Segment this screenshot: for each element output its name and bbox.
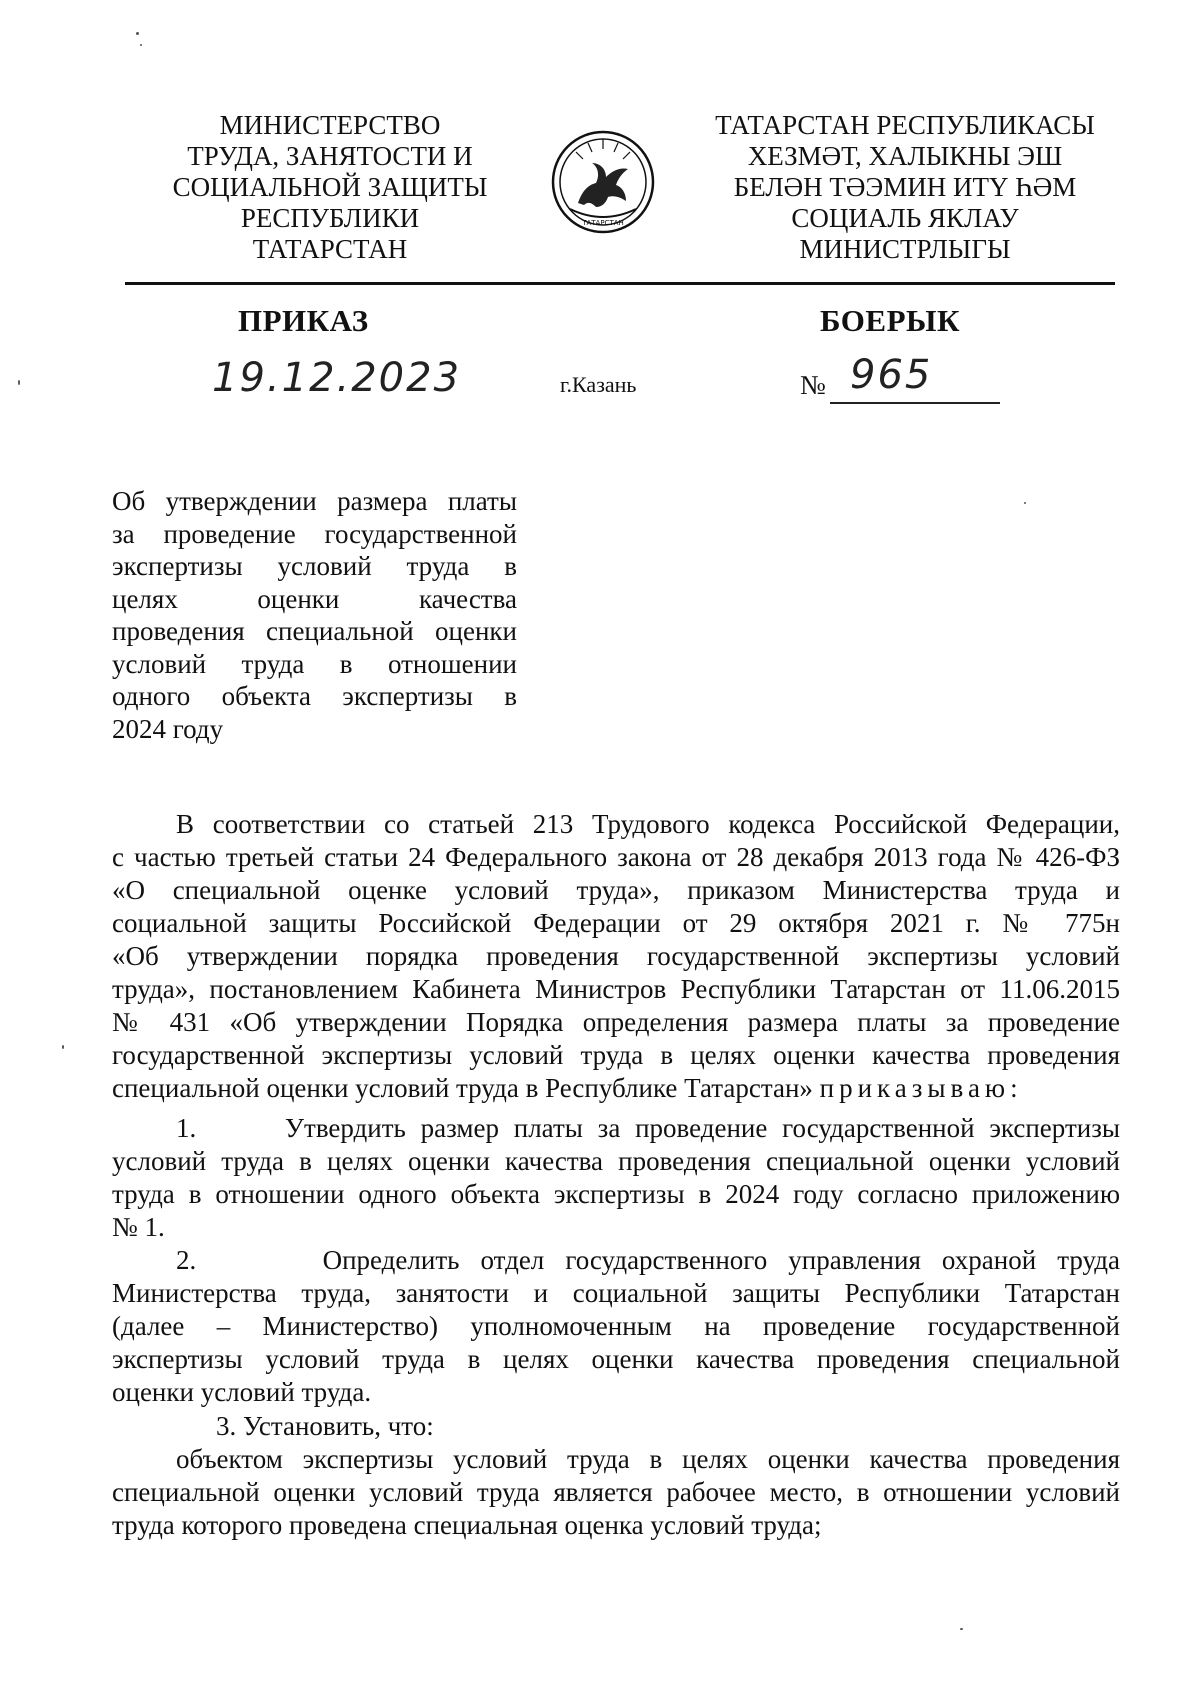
ministry-name-tt-line: МИНИСТРЛЫГЫ bbox=[799, 234, 1011, 264]
emblem-caption: ТАТАРСТАН bbox=[582, 219, 624, 227]
item-3-line: труда которого проведена специальная оценка условий труда; bbox=[112, 1510, 822, 1540]
item-1-line: условий труда в целях оценки качества проведения специальной оценки условий bbox=[112, 1146, 1120, 1176]
item-1-line: № 1. bbox=[112, 1212, 165, 1242]
preamble-line: В соответствии со статьей 213 Трудового кодекса Российской Федерации, bbox=[176, 809, 1120, 839]
subject-line: целях оценки качества bbox=[112, 583, 517, 614]
ministry-name-tt-line: ТАТАРСТАН РЕСПУБЛИКАСЫ bbox=[715, 110, 1095, 140]
item-3-line: объектом экспертизы условий труда в целях оценки качества проведения bbox=[176, 1444, 1120, 1474]
subject-line: за проведение государственной bbox=[112, 518, 517, 549]
item-2-line: 2. Определить отдел государственного управления охраной труда bbox=[176, 1245, 1120, 1275]
item-3 bbox=[112, 1410, 1120, 1542]
tatarstan-emblem-icon bbox=[548, 125, 658, 240]
item-2-line: экспертизы условий труда в целях оценки качества проведения специальной bbox=[112, 1344, 1120, 1374]
preamble-line: «О специальной оценке условий труда», приказом Министерства труда и bbox=[112, 875, 1120, 905]
scan-speck bbox=[140, 44, 142, 46]
ministry-name-tt bbox=[690, 110, 1120, 265]
order-number-handwritten: 965 bbox=[850, 352, 933, 398]
preamble-line bbox=[112, 1072, 1120, 1105]
preamble-line: социальной защиты Российской Федерации от 29 октября 2021 г. № 775н bbox=[112, 908, 1120, 938]
ministry-name-ru-line: РЕСПУБЛИКИ bbox=[240, 203, 420, 233]
order-title-ru: ПРИКАЗ bbox=[238, 303, 369, 338]
decree-word: приказываю: bbox=[819, 1073, 1023, 1103]
item-2-line: (далее – Министерство) уполномоченным на проведение государственной bbox=[112, 1311, 1120, 1341]
item-2-line: Министерства труда, занятости и социальной защиты Республики Татарстан bbox=[112, 1278, 1120, 1308]
preamble-last-text: специальной оценки условий труда в Республике Татарстан» bbox=[112, 1073, 820, 1103]
item-2-line: оценки условий труда. bbox=[112, 1377, 372, 1407]
subject-line: проведения специальной оценки bbox=[112, 616, 517, 646]
ministry-name-tt-line: ХЕЗМӘТ, ХАЛЫКНЫ ЭШ bbox=[747, 141, 1063, 171]
subject-line: экспертизы условий труда в bbox=[112, 551, 517, 581]
ministry-name-ru-line: МИНИСТЕРСТВО bbox=[219, 110, 441, 140]
preamble-line: с частью третьей статьи 24 Федерального закона от 28 декабря 2013 года № 426-ФЗ bbox=[112, 842, 1120, 872]
subject-line: Об утверждении размера платы bbox=[112, 486, 517, 516]
order-number-underline bbox=[830, 402, 1000, 404]
preamble-line: труда», постановлением Кабинета Министров Республики Татарстан от 11.06.2015 bbox=[112, 974, 1120, 1004]
preamble-line: № 431 «Об утверждении Порядка определения размера платы за проведение bbox=[112, 1007, 1120, 1037]
ministry-name-ru-line: ТРУДА, ЗАНЯТОСТИ И bbox=[187, 141, 473, 171]
ministry-name-tt-line: БЕЛӘН ТӘЭМИН ИТҮ ҺӘМ bbox=[733, 172, 1077, 202]
ministry-name-ru-line: СОЦИАЛЬНОЙ ЗАЩИТЫ bbox=[172, 172, 488, 202]
preamble-line: «Об утверждении порядка проведения государственной экспертизы условий bbox=[112, 941, 1120, 971]
preamble-line: государственной экспертизы условий труда в целях оценки качества проведения bbox=[112, 1040, 1120, 1070]
preamble-paragraph bbox=[112, 808, 1120, 1105]
ministry-name-ru bbox=[140, 110, 520, 265]
item-1-line: труда в отношении одного объекта экспертизы в 2024 году согласно приложению bbox=[112, 1179, 1120, 1209]
order-title-tt: БОЕРЫК bbox=[820, 303, 960, 338]
scan-speck bbox=[62, 1045, 64, 1049]
ministry-name-ru-line: ТАТАРСТАН bbox=[252, 234, 408, 264]
scan-speck bbox=[18, 380, 20, 385]
order-city: г.Казань bbox=[560, 372, 637, 397]
order-subject bbox=[112, 485, 517, 745]
order-number-sign: № bbox=[800, 370, 826, 400]
scan-speck bbox=[1024, 502, 1026, 504]
item-2 bbox=[112, 1244, 1120, 1409]
header-divider bbox=[125, 282, 1115, 285]
scan-speck bbox=[960, 1628, 963, 1630]
item-1-line: 1. Утвердить размер платы за проведение государственной экспертизы bbox=[176, 1113, 1120, 1143]
item-1 bbox=[112, 1112, 1120, 1244]
ministry-name-tt-line: СОЦИАЛЬ ЯКЛАУ bbox=[791, 203, 1019, 233]
subject-line: одного объекта экспертизы в bbox=[112, 681, 517, 711]
order-date-handwritten: 19.12.2023 bbox=[212, 355, 462, 401]
scan-speck bbox=[136, 32, 139, 35]
subject-line: условий труда в отношении bbox=[112, 648, 517, 679]
subject-line: 2024 году bbox=[112, 713, 224, 744]
item-3-line: специальной оценки условий труда является рабочее место, в отношении условий bbox=[112, 1477, 1120, 1507]
item-3-heading: 3. Установить, что: bbox=[216, 1411, 434, 1441]
